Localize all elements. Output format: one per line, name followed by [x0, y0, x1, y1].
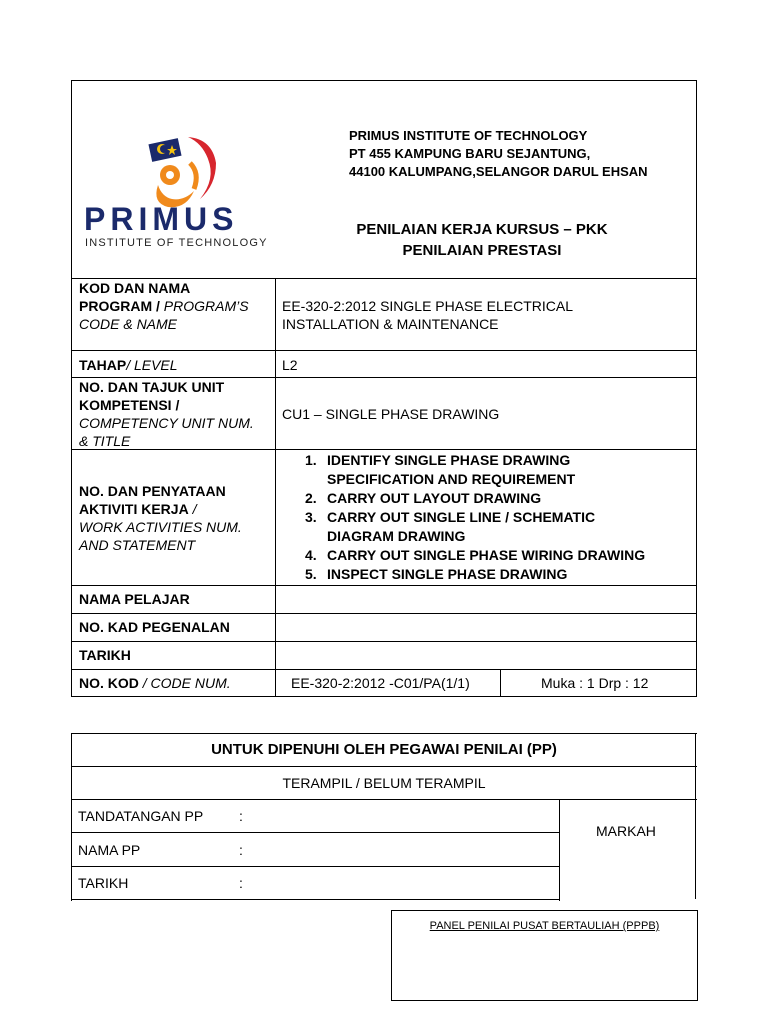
- form-title: [312, 219, 652, 261]
- assessor-name-field[interactable]: [251, 835, 551, 863]
- ic-number-field[interactable]: [282, 618, 687, 636]
- assessor-name-sep: :: [239, 842, 243, 858]
- ic-number-label: NO. KAD PEGENALAN: [79, 619, 230, 635]
- logo-word: PRIMUS: [84, 201, 239, 237]
- address-line-3: 44100 KALUMPANG,SELANGOR DARUL EHSAN: [349, 164, 648, 179]
- mark-label: MARKAH: [596, 823, 656, 839]
- signature-sep: :: [239, 808, 243, 824]
- activity-item: 2. CARRY OUT LAYOUT DRAWING: [305, 490, 542, 506]
- institute-address: [349, 127, 648, 181]
- date-field[interactable]: [282, 646, 687, 664]
- assessor-date-sep: :: [239, 875, 243, 891]
- form-title-line-2: PENILAIAN PRESTASI: [402, 242, 562, 259]
- code-value: EE-320-2:2012 -C01/PA(1/1): [291, 675, 470, 691]
- activities-label: NO. DAN PENYATAAN AKTIVITI KERJA / WORK ACTIVITIES NUM. AND STATEMENT: [79, 483, 242, 553]
- student-name-label: NAMA PELAJAR: [79, 591, 190, 607]
- activity-item: 3. CARRY OUT SINGLE LINE / SCHEMATIC DIAGRAM DRAWING: [305, 509, 596, 544]
- program-label: KOD DAN NAMA PROGRAM / PROGRAM’S CODE & NAME: [79, 280, 249, 332]
- signature-label: TANDATANGAN PP: [78, 808, 204, 824]
- address-line-2: PT 455 KAMPUNG BARU SEJANTUNG,: [349, 146, 591, 161]
- competency-status: TERAMPIL / BELUM TERAMPIL: [282, 775, 486, 791]
- date-label: TARIKH: [79, 647, 131, 663]
- assessor-name-label: NAMA PP: [78, 842, 141, 858]
- level-label: TAHAP/ LEVEL: [79, 357, 178, 373]
- logo-tagline: INSTITUTE OF TECHNOLOGY: [85, 237, 268, 249]
- page-indicator: Muka : 1 Drp : 12: [541, 675, 649, 691]
- activity-item: 1. IDENTIFY SINGLE PHASE DRAWING SPECIFICATION AND REQUIREMENT: [305, 452, 576, 487]
- level-value: L2: [282, 357, 298, 373]
- unit-label: NO. DAN TAJUK UNIT KOMPETENSI / COMPETENCY UNIT NUM. & TITLE: [79, 379, 254, 449]
- activity-item: 4. CARRY OUT SINGLE PHASE WIRING DRAWING: [305, 547, 646, 563]
- activities-list: [305, 451, 695, 584]
- unit-value: CU1 – SINGLE PHASE DRAWING: [282, 406, 500, 422]
- program-value: EE-320-2:2012 SINGLE PHASE ELECTRICAL INSTALLATION & MAINTENANCE: [282, 298, 574, 332]
- pppb-title: PANEL PENILAI PUSAT BERTAULIAH (PPPB): [429, 920, 660, 932]
- assessment-form: [71, 80, 697, 697]
- signature-field[interactable]: [251, 801, 551, 829]
- assessor-section: [71, 733, 697, 901]
- assessor-title: UNTUK DIPENUHI OLEH PEGAWAI PENILAI (PP): [211, 741, 557, 758]
- assessor-date-field[interactable]: [251, 869, 551, 897]
- activity-item: 5. INSPECT SINGLE PHASE DRAWING: [305, 566, 568, 582]
- assessor-date-label: TARIKH: [78, 875, 129, 891]
- address-line-1: PRIMUS INSTITUTE OF TECHNOLOGY: [349, 128, 588, 143]
- code-label: NO. KOD / CODE NUM.: [79, 675, 231, 691]
- student-name-field[interactable]: [282, 590, 687, 608]
- form-title-line-1: PENILAIAN KERJA KURSUS – PKK: [356, 221, 608, 238]
- pppb-panel: [391, 910, 698, 1001]
